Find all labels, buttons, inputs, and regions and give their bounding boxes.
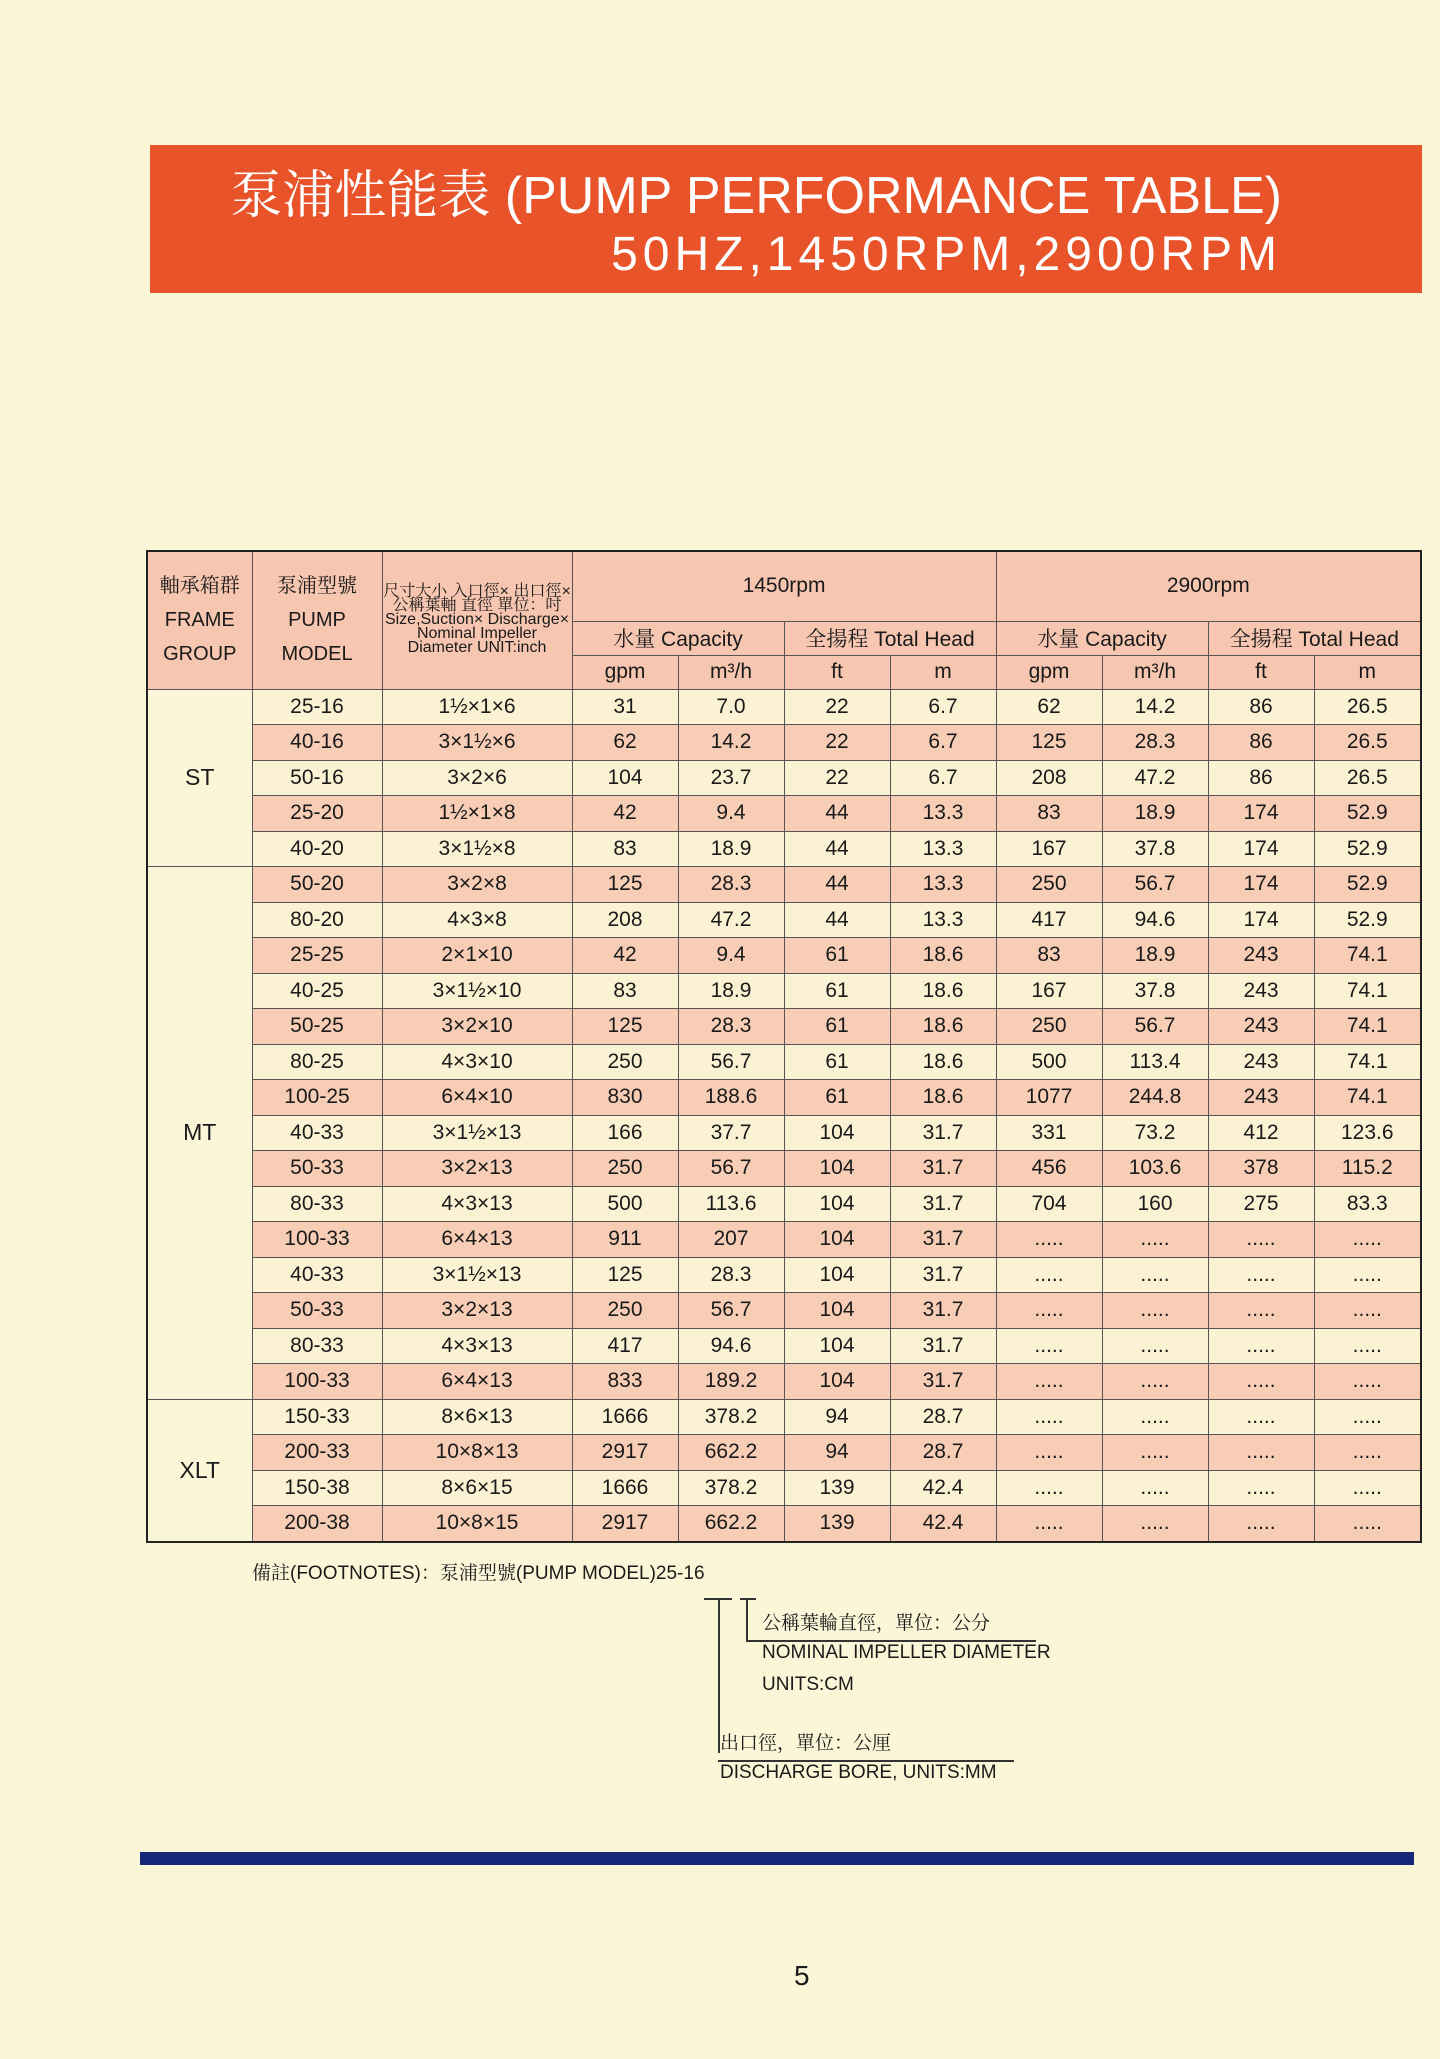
m-1450-cell: 31.7	[890, 1115, 996, 1151]
m-2900-cell: 26.5	[1314, 760, 1421, 796]
m-2900-cell: .....	[1314, 1506, 1421, 1542]
size-cell: 3×1½×8	[382, 831, 572, 867]
m3h-1450-cell: 9.4	[678, 796, 784, 832]
performance-table	[146, 550, 1422, 1543]
size-cell: 4×3×13	[382, 1328, 572, 1364]
ft-1450-cell: 44	[784, 902, 890, 938]
gpm-1450-cell: 125	[572, 867, 678, 903]
m-1450-cell: 28.7	[890, 1435, 996, 1471]
size-cell: 6×4×10	[382, 1080, 572, 1116]
total-head-header: 全揚程 Total Head	[1208, 621, 1421, 655]
gpm-2900-cell: 704	[996, 1186, 1102, 1222]
capacity-header: 水量 Capacity	[572, 621, 784, 655]
gpm-2900-cell: 456	[996, 1151, 1102, 1187]
pump-model-cell: 50-33	[252, 1151, 382, 1187]
gpm-2900-cell: 331	[996, 1115, 1102, 1151]
m-2900-cell: 74.1	[1314, 938, 1421, 974]
size-cell: 6×4×13	[382, 1222, 572, 1258]
m-2900-cell: 123.6	[1314, 1115, 1421, 1151]
gpm-1450-cell: 2917	[572, 1506, 678, 1542]
gpm-2900-cell: 167	[996, 973, 1102, 1009]
pump-model-cell: 40-16	[252, 725, 382, 761]
m-1450-cell: 6.7	[890, 725, 996, 761]
footer-rule	[140, 1852, 1414, 1865]
gpm-2900-cell: 62	[996, 689, 1102, 725]
gpm-2900-cell: 208	[996, 760, 1102, 796]
gpm-2900-cell: .....	[996, 1506, 1102, 1542]
pump-model-cell: 50-20	[252, 867, 382, 903]
footnote-impeller-zh: 公稱葉輪直徑，單位：公分	[762, 1613, 991, 1634]
m-1450-cell: 13.3	[890, 831, 996, 867]
size-cell: 4×3×10	[382, 1044, 572, 1080]
table-row	[147, 1470, 1421, 1506]
ft-1450-cell: 61	[784, 1044, 890, 1080]
m-1450-cell: 18.6	[890, 1009, 996, 1045]
m3h-1450-cell: 28.3	[678, 1257, 784, 1293]
gpm-1450-cell: 125	[572, 1257, 678, 1293]
gpm-1450-cell: 250	[572, 1293, 678, 1329]
m-1450-cell: 18.6	[890, 1044, 996, 1080]
ft-1450-cell: 22	[784, 760, 890, 796]
total-head-header: 全揚程 Total Head	[784, 621, 996, 655]
m3h-2900-cell: 73.2	[1102, 1115, 1208, 1151]
m3h-1450-cell: 56.7	[678, 1044, 784, 1080]
gpm-2900-cell: .....	[996, 1293, 1102, 1329]
ft-1450-cell: 61	[784, 1080, 890, 1116]
pump-model-cell: 80-33	[252, 1186, 382, 1222]
size-cell: 3×2×13	[382, 1293, 572, 1329]
table-row	[147, 796, 1421, 832]
gpm-1450-cell: 42	[572, 796, 678, 832]
ft-1450-cell: 104	[784, 1151, 890, 1187]
gpm-2900-cell: 250	[996, 1009, 1102, 1045]
m-1450-cell: 31.7	[890, 1257, 996, 1293]
gpm-1450-cell: 911	[572, 1222, 678, 1258]
m3h-2900-cell: 28.3	[1102, 725, 1208, 761]
gpm-1450-cell: 417	[572, 1328, 678, 1364]
m-2900-cell: 26.5	[1314, 689, 1421, 725]
m3h-1450-cell: 37.7	[678, 1115, 784, 1151]
gpm-1450-cell: 104	[572, 760, 678, 796]
m-1450-cell: 31.7	[890, 1364, 996, 1400]
gpm-1450-cell: 250	[572, 1151, 678, 1187]
pump-model-cell: 200-38	[252, 1506, 382, 1542]
frame-group-cell: XLT	[147, 1399, 252, 1542]
table-row	[147, 1435, 1421, 1471]
table-row	[147, 902, 1421, 938]
table-row	[147, 689, 1421, 725]
gpm-2900-cell: .....	[996, 1257, 1102, 1293]
unit-ft: ft	[784, 655, 890, 689]
pump-model-cell: 100-25	[252, 1080, 382, 1116]
pump-model-cell: 40-20	[252, 831, 382, 867]
gpm-1450-cell: 2917	[572, 1435, 678, 1471]
gpm-2900-cell: .....	[996, 1399, 1102, 1435]
ft-2900-cell: 243	[1208, 973, 1314, 1009]
gpm-2900-cell: 417	[996, 902, 1102, 938]
pump-model-cell: 25-25	[252, 938, 382, 974]
m3h-1450-cell: 662.2	[678, 1506, 784, 1542]
m3h-1450-cell: 23.7	[678, 760, 784, 796]
m3h-2900-cell: 160	[1102, 1186, 1208, 1222]
ft-1450-cell: 104	[784, 1222, 890, 1258]
m-2900-cell: .....	[1314, 1222, 1421, 1258]
ft-1450-cell: 104	[784, 1257, 890, 1293]
m-2900-cell: 74.1	[1314, 973, 1421, 1009]
rpm-2900-header: 2900rpm	[996, 551, 1421, 621]
m3h-2900-cell: 244.8	[1102, 1080, 1208, 1116]
pump-model-header: 泵浦型號 PUMP MODEL	[252, 551, 382, 689]
table-row	[147, 867, 1421, 903]
ft-1450-cell: 22	[784, 725, 890, 761]
m3h-2900-cell: 56.7	[1102, 1009, 1208, 1045]
table-row	[147, 1364, 1421, 1400]
footnote-impeller-en2: UNITS:CM	[762, 1674, 854, 1695]
table-row	[147, 1293, 1421, 1329]
size-cell: 8×6×13	[382, 1399, 572, 1435]
m-2900-cell: 26.5	[1314, 725, 1421, 761]
pump-model-cell: 150-38	[252, 1470, 382, 1506]
ft-1450-cell: 104	[784, 1293, 890, 1329]
table-row	[147, 1151, 1421, 1187]
bracket-line	[740, 1598, 756, 1600]
pump-model-cell: 25-16	[252, 689, 382, 725]
gpm-1450-cell: 833	[572, 1364, 678, 1400]
m-1450-cell: 31.7	[890, 1151, 996, 1187]
m3h-2900-cell: 14.2	[1102, 689, 1208, 725]
gpm-1450-cell: 166	[572, 1115, 678, 1151]
m-1450-cell: 28.7	[890, 1399, 996, 1435]
m-1450-cell: 18.6	[890, 1080, 996, 1116]
m-1450-cell: 31.7	[890, 1293, 996, 1329]
ft-2900-cell: 174	[1208, 831, 1314, 867]
ft-1450-cell: 61	[784, 938, 890, 974]
ft-2900-cell: .....	[1208, 1328, 1314, 1364]
unit-m3h: m³/h	[678, 655, 784, 689]
table-row	[147, 1222, 1421, 1258]
ft-2900-cell: .....	[1208, 1364, 1314, 1400]
ft-2900-cell: 275	[1208, 1186, 1314, 1222]
m3h-1450-cell: 56.7	[678, 1293, 784, 1329]
ft-2900-cell: 243	[1208, 938, 1314, 974]
gpm-1450-cell: 1666	[572, 1399, 678, 1435]
pump-model-cell: 50-25	[252, 1009, 382, 1045]
gpm-2900-cell: .....	[996, 1222, 1102, 1258]
m3h-1450-cell: 662.2	[678, 1435, 784, 1471]
m3h-1450-cell: 207	[678, 1222, 784, 1258]
size-cell: 10×8×15	[382, 1506, 572, 1542]
gpm-1450-cell: 83	[572, 973, 678, 1009]
ft-2900-cell: 86	[1208, 689, 1314, 725]
ft-1450-cell: 94	[784, 1435, 890, 1471]
m-1450-cell: 31.7	[890, 1186, 996, 1222]
unit-m3h: m³/h	[1102, 655, 1208, 689]
m3h-2900-cell: 94.6	[1102, 902, 1208, 938]
table-row	[147, 1186, 1421, 1222]
m-1450-cell: 13.3	[890, 902, 996, 938]
ft-1450-cell: 104	[784, 1364, 890, 1400]
pump-model-cell: 50-33	[252, 1293, 382, 1329]
frame-group-cell: ST	[147, 689, 252, 867]
gpm-1450-cell: 500	[572, 1186, 678, 1222]
ft-2900-cell: 86	[1208, 760, 1314, 796]
ft-2900-cell: 174	[1208, 902, 1314, 938]
m3h-2900-cell: .....	[1102, 1435, 1208, 1471]
ft-2900-cell: 378	[1208, 1151, 1314, 1187]
capacity-header: 水量 Capacity	[996, 621, 1208, 655]
ft-2900-cell: .....	[1208, 1257, 1314, 1293]
m3h-2900-cell: 47.2	[1102, 760, 1208, 796]
gpm-2900-cell: 125	[996, 725, 1102, 761]
pump-model-cell: 40-33	[252, 1115, 382, 1151]
m-1450-cell: 31.7	[890, 1328, 996, 1364]
gpm-1450-cell: 31	[572, 689, 678, 725]
ft-1450-cell: 44	[784, 796, 890, 832]
m3h-2900-cell: .....	[1102, 1399, 1208, 1435]
pump-model-cell: 50-16	[252, 760, 382, 796]
m3h-2900-cell: 56.7	[1102, 867, 1208, 903]
ft-2900-cell: 412	[1208, 1115, 1314, 1151]
table-row	[147, 1257, 1421, 1293]
table-row	[147, 725, 1421, 761]
table-row	[147, 1080, 1421, 1116]
m-2900-cell: 74.1	[1314, 1080, 1421, 1116]
m3h-2900-cell: .....	[1102, 1222, 1208, 1258]
m-2900-cell: .....	[1314, 1328, 1421, 1364]
pump-model-cell: 150-33	[252, 1399, 382, 1435]
gpm-1450-cell: 1666	[572, 1470, 678, 1506]
ft-2900-cell: .....	[1208, 1293, 1314, 1329]
ft-1450-cell: 61	[784, 973, 890, 1009]
m3h-1450-cell: 189.2	[678, 1364, 784, 1400]
footnote-discharge-zh: 出口徑，單位：公厘	[720, 1733, 892, 1754]
ft-1450-cell: 44	[784, 867, 890, 903]
size-cell: 3×2×6	[382, 760, 572, 796]
size-cell: 10×8×13	[382, 1435, 572, 1471]
size-cell: 3×1½×13	[382, 1257, 572, 1293]
m3h-1450-cell: 28.3	[678, 867, 784, 903]
m-1450-cell: 42.4	[890, 1506, 996, 1542]
m3h-1450-cell: 378.2	[678, 1470, 784, 1506]
size-header: 尺寸大小 入口徑× 出口徑×公稱葉軸 直徑 單位：吋 Size,Suction× Discharge× Nominal Impeller Diameter UNIT:inch	[382, 551, 572, 689]
pump-model-cell: 25-20	[252, 796, 382, 832]
table-row	[147, 1044, 1421, 1080]
m3h-1450-cell: 7.0	[678, 689, 784, 725]
footnote-impeller-en1: NOMINAL IMPELLER DIAMETER	[762, 1642, 1051, 1663]
size-cell: 6×4×13	[382, 1364, 572, 1400]
m-1450-cell: 31.7	[890, 1222, 996, 1258]
gpm-1450-cell: 208	[572, 902, 678, 938]
gpm-2900-cell: 1077	[996, 1080, 1102, 1116]
m3h-1450-cell: 47.2	[678, 902, 784, 938]
gpm-2900-cell: 167	[996, 831, 1102, 867]
ft-1450-cell: 139	[784, 1470, 890, 1506]
ft-1450-cell: 139	[784, 1506, 890, 1542]
unit-gpm: gpm	[996, 655, 1102, 689]
ft-2900-cell: 174	[1208, 796, 1314, 832]
ft-2900-cell: 243	[1208, 1080, 1314, 1116]
m-2900-cell: 74.1	[1314, 1009, 1421, 1045]
size-cell: 3×1½×10	[382, 973, 572, 1009]
m-1450-cell: 42.4	[890, 1470, 996, 1506]
frame-group-header: 軸承箱群 FRAME GROUP	[147, 551, 252, 689]
table-row	[147, 1328, 1421, 1364]
m3h-2900-cell: .....	[1102, 1257, 1208, 1293]
m3h-1450-cell: 9.4	[678, 938, 784, 974]
title-banner	[150, 145, 1422, 293]
ft-2900-cell: .....	[1208, 1222, 1314, 1258]
page-title: 泵浦性能表 (PUMP PERFORMANCE TABLE)	[230, 167, 1282, 225]
m3h-2900-cell: 18.9	[1102, 938, 1208, 974]
m-2900-cell: .....	[1314, 1399, 1421, 1435]
m-2900-cell: 52.9	[1314, 867, 1421, 903]
m3h-1450-cell: 188.6	[678, 1080, 784, 1116]
m3h-1450-cell: 14.2	[678, 725, 784, 761]
size-cell: 8×6×15	[382, 1470, 572, 1506]
m3h-1450-cell: 18.9	[678, 831, 784, 867]
size-cell: 2×1×10	[382, 938, 572, 974]
m-2900-cell: 74.1	[1314, 1044, 1421, 1080]
footnote-main: 備註(FOOTNOTES)：泵浦型號(PUMP MODEL)25-16	[252, 1563, 705, 1584]
pump-model-cell: 200-33	[252, 1435, 382, 1471]
ft-2900-cell: .....	[1208, 1470, 1314, 1506]
size-cell: 1½×1×8	[382, 796, 572, 832]
unit-ft: ft	[1208, 655, 1314, 689]
m-2900-cell: 83.3	[1314, 1186, 1421, 1222]
table-row	[147, 938, 1421, 974]
m3h-2900-cell: 37.8	[1102, 831, 1208, 867]
gpm-2900-cell: 83	[996, 938, 1102, 974]
ft-1450-cell: 104	[784, 1186, 890, 1222]
gpm-1450-cell: 83	[572, 831, 678, 867]
pump-model-cell: 80-20	[252, 902, 382, 938]
ft-2900-cell: 174	[1208, 867, 1314, 903]
m3h-1450-cell: 56.7	[678, 1151, 784, 1187]
m-2900-cell: 52.9	[1314, 831, 1421, 867]
gpm-1450-cell: 42	[572, 938, 678, 974]
table-row	[147, 1506, 1421, 1542]
size-cell: 1½×1×6	[382, 689, 572, 725]
m-2900-cell: .....	[1314, 1257, 1421, 1293]
size-cell: 3×1½×13	[382, 1115, 572, 1151]
table-row	[147, 831, 1421, 867]
m3h-2900-cell: 113.4	[1102, 1044, 1208, 1080]
page-subtitle: 50HZ,1450RPM,2900RPM	[611, 228, 1282, 281]
m3h-1450-cell: 113.6	[678, 1186, 784, 1222]
m3h-2900-cell: .....	[1102, 1364, 1208, 1400]
m-2900-cell: .....	[1314, 1293, 1421, 1329]
size-cell: 4×3×8	[382, 902, 572, 938]
m-1450-cell: 18.6	[890, 938, 996, 974]
pump-model-cell: 100-33	[252, 1222, 382, 1258]
m-1450-cell: 6.7	[890, 689, 996, 725]
m-2900-cell: 52.9	[1314, 902, 1421, 938]
m3h-2900-cell: .....	[1102, 1470, 1208, 1506]
size-cell: 4×3×13	[382, 1186, 572, 1222]
gpm-2900-cell: .....	[996, 1435, 1102, 1471]
m-2900-cell: 52.9	[1314, 796, 1421, 832]
m-1450-cell: 6.7	[890, 760, 996, 796]
m-1450-cell: 13.3	[890, 796, 996, 832]
m-1450-cell: 18.6	[890, 973, 996, 1009]
gpm-1450-cell: 830	[572, 1080, 678, 1116]
m3h-1450-cell: 94.6	[678, 1328, 784, 1364]
size-cell: 3×1½×6	[382, 725, 572, 761]
ft-2900-cell: 243	[1208, 1044, 1314, 1080]
m3h-2900-cell: .....	[1102, 1293, 1208, 1329]
size-cell: 3×2×8	[382, 867, 572, 903]
table-body	[147, 689, 1421, 1542]
rpm-1450-header: 1450rpm	[572, 551, 996, 621]
ft-1450-cell: 104	[784, 1115, 890, 1151]
size-cell: 3×2×13	[382, 1151, 572, 1187]
ft-2900-cell: .....	[1208, 1506, 1314, 1542]
pump-model-cell: 40-33	[252, 1257, 382, 1293]
table-row	[147, 1399, 1421, 1435]
ft-2900-cell: .....	[1208, 1399, 1314, 1435]
ft-2900-cell: .....	[1208, 1435, 1314, 1471]
m-2900-cell: .....	[1314, 1364, 1421, 1400]
gpm-1450-cell: 62	[572, 725, 678, 761]
m3h-2900-cell: 18.9	[1102, 796, 1208, 832]
ft-1450-cell: 44	[784, 831, 890, 867]
ft-1450-cell: 104	[784, 1328, 890, 1364]
m-2900-cell: .....	[1314, 1435, 1421, 1471]
ft-2900-cell: 86	[1208, 725, 1314, 761]
size-cell: 3×2×10	[382, 1009, 572, 1045]
gpm-2900-cell: 83	[996, 796, 1102, 832]
footnote-discharge-en: DISCHARGE BORE, UNITS:MM	[720, 1762, 997, 1783]
m3h-2900-cell: 37.8	[1102, 973, 1208, 1009]
pump-model-cell: 40-25	[252, 973, 382, 1009]
m-2900-cell: .....	[1314, 1470, 1421, 1506]
gpm-1450-cell: 125	[572, 1009, 678, 1045]
ft-1450-cell: 61	[784, 1009, 890, 1045]
gpm-2900-cell: 500	[996, 1044, 1102, 1080]
pump-model-cell: 80-25	[252, 1044, 382, 1080]
gpm-1450-cell: 250	[572, 1044, 678, 1080]
frame-group-cell: MT	[147, 867, 252, 1400]
table-row	[147, 1115, 1421, 1151]
gpm-2900-cell: .....	[996, 1328, 1102, 1364]
m-1450-cell: 13.3	[890, 867, 996, 903]
m3h-2900-cell: .....	[1102, 1506, 1208, 1542]
bracket-line	[746, 1598, 748, 1640]
gpm-2900-cell: 250	[996, 867, 1102, 903]
table-row	[147, 760, 1421, 796]
table-row	[147, 1009, 1421, 1045]
unit-m: m	[890, 655, 996, 689]
ft-2900-cell: 243	[1208, 1009, 1314, 1045]
unit-gpm: gpm	[572, 655, 678, 689]
pump-model-cell: 80-33	[252, 1328, 382, 1364]
table-row	[147, 973, 1421, 1009]
gpm-2900-cell: .....	[996, 1470, 1102, 1506]
pump-model-cell: 100-33	[252, 1364, 382, 1400]
page-number: 5	[794, 1960, 810, 1991]
unit-m: m	[1314, 655, 1421, 689]
m3h-2900-cell: 103.6	[1102, 1151, 1208, 1187]
m3h-2900-cell: .....	[1102, 1328, 1208, 1364]
m-2900-cell: 115.2	[1314, 1151, 1421, 1187]
m3h-1450-cell: 378.2	[678, 1399, 784, 1435]
m3h-1450-cell: 28.3	[678, 1009, 784, 1045]
gpm-2900-cell: .....	[996, 1364, 1102, 1400]
m3h-1450-cell: 18.9	[678, 973, 784, 1009]
ft-1450-cell: 22	[784, 689, 890, 725]
ft-1450-cell: 94	[784, 1399, 890, 1435]
